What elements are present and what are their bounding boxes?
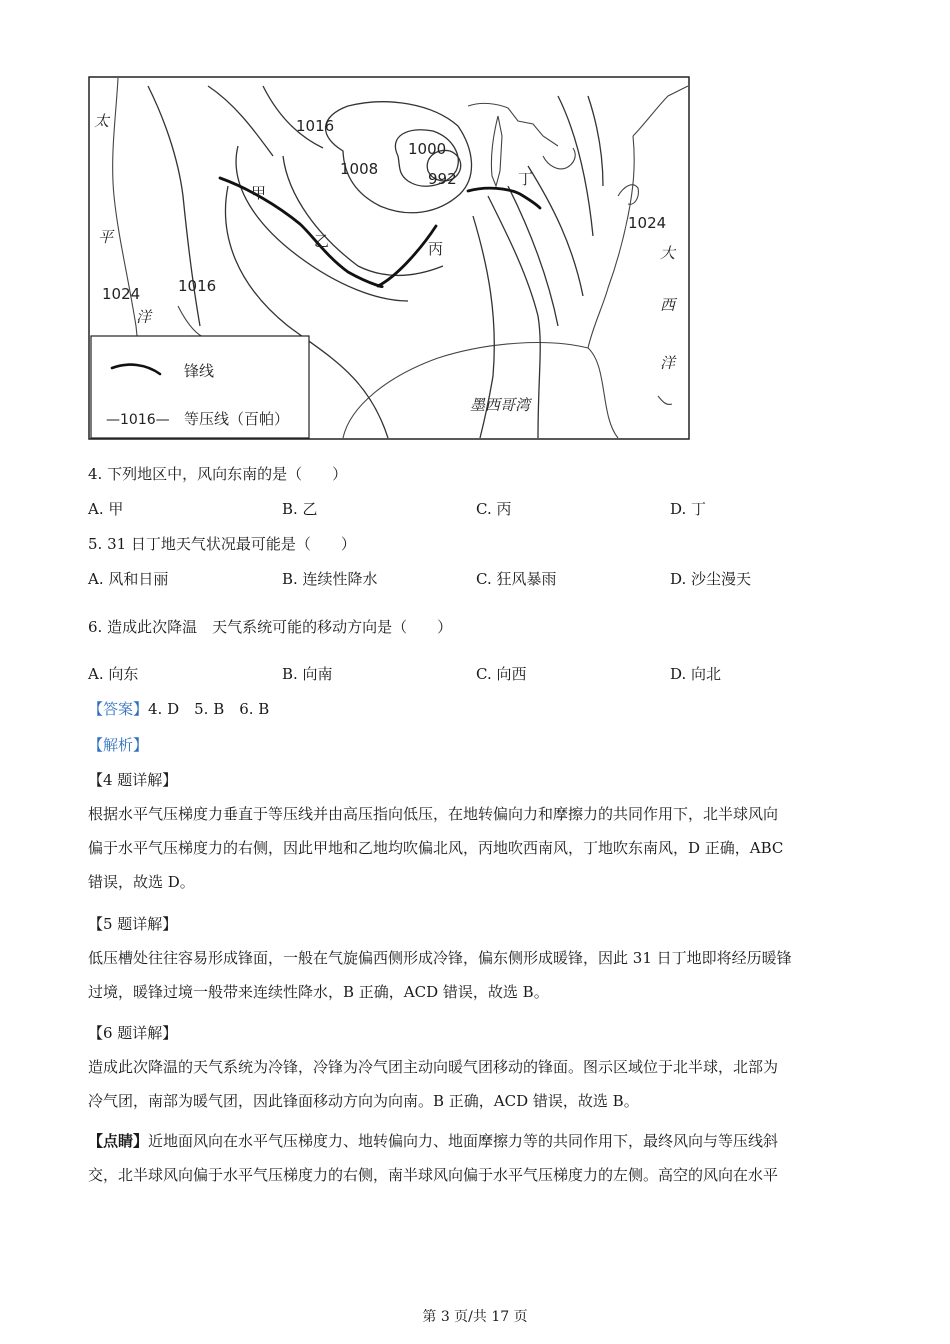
legend-isobar-sample: —1016— <box>106 412 170 428</box>
question-6-option-c: C. 向西 <box>476 665 527 683</box>
question-4-stem: 4. 下列地区中，风向东南的是（ ） <box>88 465 348 483</box>
answer-tag: 【答案】 <box>88 700 149 718</box>
detail-5-title: 【5 题详解】 <box>88 915 178 933</box>
tip-body <box>88 1124 868 1192</box>
detail-4-line: 错误，故选 D。 <box>88 873 195 891</box>
ocean-label-atlantic: 大 <box>660 244 676 262</box>
question-5-option-a: A. 风和日丽 <box>88 570 169 588</box>
isobar-label: 1016 <box>296 117 335 135</box>
ocean-label-atlantic: 洋 <box>660 354 676 372</box>
question-4-option-c: C. 丙 <box>476 500 512 518</box>
tip-line <box>88 1124 868 1158</box>
isobar-label: 1016 <box>178 277 217 295</box>
isobar-label: 1008 <box>340 160 379 178</box>
question-5-option-c: C. 狂风暴雨 <box>476 570 557 588</box>
detail-5-line: 过境，暖锋过境一般带来连续性降水，B 正确，ACD 错误，故选 B。 <box>88 983 549 1001</box>
place-label-yi: 乙 <box>314 232 330 250</box>
ocean-label-pacific: 太 <box>94 112 110 130</box>
tip-text: 近地面风向在水平气压梯度力、地转偏向力、地面摩擦力等的共同作用下，最终风向与等压线斜 <box>148 1132 779 1150</box>
tip-tag: 【点睛】 <box>88 1132 149 1150</box>
ocean-label-atlantic: 西 <box>660 296 676 314</box>
detail-6-title: 【6 题详解】 <box>88 1024 178 1042</box>
legend-box <box>91 336 309 438</box>
isobar-label: 1000 <box>408 140 447 158</box>
question-5-option-b: B. 连续性降水 <box>282 570 378 588</box>
isobar-label: 1024 <box>628 214 667 232</box>
legend-isobar-label: 等压线（百帕） <box>184 410 290 428</box>
question-5-option-d: D. 沙尘漫天 <box>670 570 752 588</box>
detail-6-body <box>88 1050 868 1118</box>
question-4-option-a: A. 甲 <box>88 500 124 518</box>
question-4-option-d: D. 丁 <box>670 500 707 518</box>
analysis-tag: 【解析】 <box>88 736 149 754</box>
detail-4-title: 【4 题详解】 <box>88 771 178 789</box>
page-footer: 第 3 页/共 17 页 <box>422 1309 528 1325</box>
detail-4-body <box>88 797 868 899</box>
question-6-option-b: B. 向南 <box>282 665 333 683</box>
answer-line <box>88 698 269 720</box>
place-label-jia: 甲 <box>251 184 267 202</box>
legend-front-label: 锋线 <box>184 362 215 380</box>
detail-4-line: 根据水平气压梯度力垂直于等压线并由高压指向低压，在地转偏向力和摩擦力的共同作用下，北半球风向 <box>88 805 779 823</box>
detail-6-line: 冷气团，南部为暖气团，因此锋面移动方向为向南。B 正确，ACD 错误，故选 B。 <box>88 1092 639 1110</box>
question-5-stem: 5. 31 日丁地天气状况最可能是（ ） <box>88 535 356 553</box>
detail-5-line: 低压槽处往往容易形成锋面，一般在气旋偏西侧形成冷锋，偏东侧形成暖锋，因此 31 日丁地即将经历暖锋 <box>88 949 792 967</box>
answer-text: 4. D 5. B 6. B <box>148 700 270 718</box>
detail-4-line: 偏于水平气压梯度力的右侧，因此甲地和乙地均吹偏北风，丙地吹西南风，丁地吹东南风，D 正确，ABC <box>88 839 784 857</box>
question-6-option-d: D. 向北 <box>670 665 722 683</box>
tip-line: 交，北半球风向偏于水平气压梯度力的右侧，南半球风向偏于水平气压梯度力的左侧。高空的风向在水平 <box>88 1166 779 1184</box>
question-6-stem: 6. 造成此次降温 天气系统可能的移动方向是（ ） <box>88 618 453 636</box>
ocean-label-pacific: 平 <box>98 228 114 246</box>
place-label-ding: 丁 <box>518 170 534 188</box>
isobar-label: 1024 <box>102 285 141 303</box>
ocean-label-pacific: 洋 <box>136 308 152 326</box>
place-label-bing: 丙 <box>428 240 444 258</box>
weather-map <box>88 76 690 440</box>
isobar-label: 992 <box>428 170 457 188</box>
question-4-option-b: B. 乙 <box>282 500 318 518</box>
detail-5-body <box>88 941 868 1009</box>
gulf-label: 墨西哥湾 <box>470 396 531 414</box>
detail-6-line: 造成此次降温的天气系统为冷锋，冷锋为冷气团主动向暖气团移动的锋面。图示区域位于北半球，北部为 <box>88 1058 779 1076</box>
question-6-option-a: A. 向东 <box>88 665 139 683</box>
